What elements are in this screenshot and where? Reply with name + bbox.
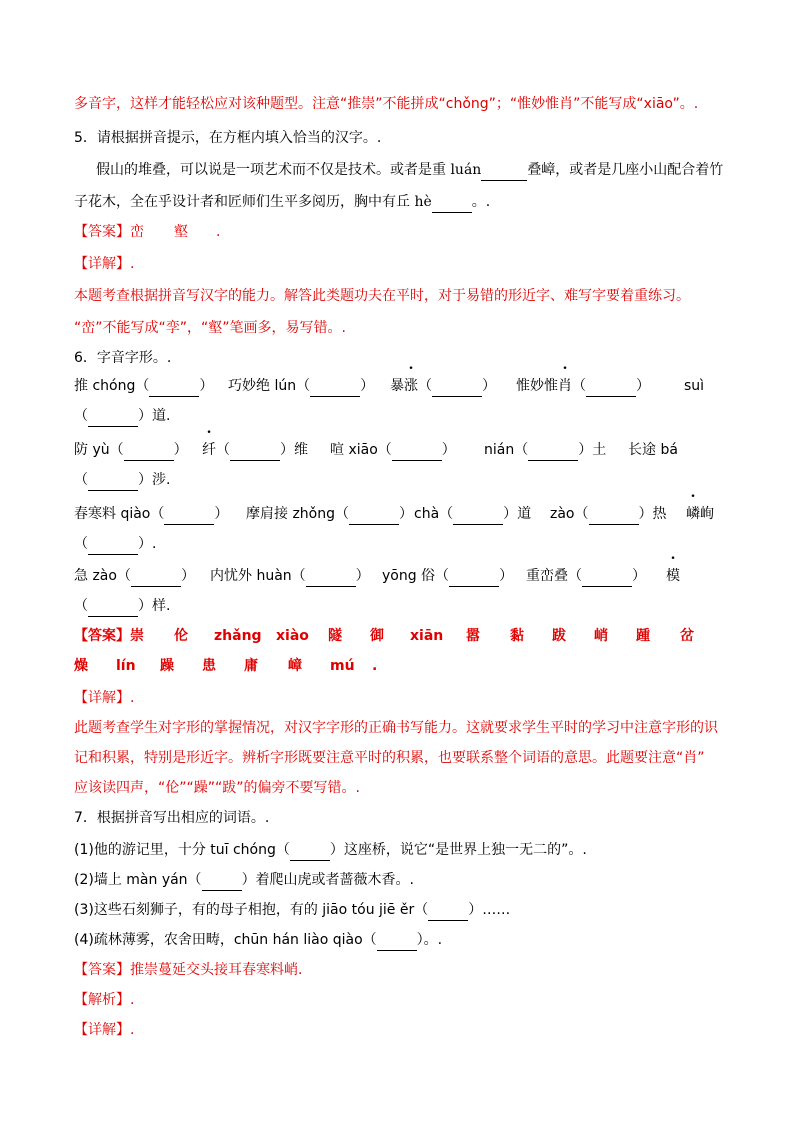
q6-item-ba-blank: （ ）涉. [74,470,170,491]
q5-answer: 【答案】峦 壑 . [74,224,221,240]
q7-sentence-3: (3)这些石刻狮子，有的母子相抱，有的 jiāo tóu jiē ěr（ ）…… [74,900,510,921]
q6-answer: 嶂 [288,658,302,674]
q7-sentence-1: (1)他的游记里，十分 tuī chóng（ ）这座桥，说它“是世界上独一无二的”。. [74,840,587,861]
q6-answer: xiān [410,628,444,644]
q7-title: 7．根据拼音写出相应的词语。. [74,810,270,826]
q6-item-zhang: 重峦叠（ ） [526,566,646,587]
emphasis-dot: 肖 [558,378,572,394]
q7-blank[interactable] [428,900,468,921]
q6-item-sui: suì [684,378,705,394]
answer-label: 【答案】 [74,224,130,240]
q5-passage-2a: 子花木，全在乎设计者和匠师们生平多阅历，胸中有丘 hè [74,194,432,210]
emphasis-dot: 纤 [202,442,216,458]
q7-blank[interactable] [377,930,417,951]
q6-item-zhong: 摩肩接 zhǒng（ ） [246,504,413,525]
q6-answer: 伦 [174,628,188,644]
q6-detail-1: 此题考查学生对字形的掌握情况，对汉字字形的正确书写能力。这就要求学生平时的学习中注意字形的识 [74,720,718,736]
q5-passage-2b: 。. [471,194,491,210]
q6-item-xian: 纤（ ）维 [202,440,308,461]
q6-answer: 踵 [636,628,650,644]
q6-item-linxun: 嶙峋 [686,506,714,522]
q6-blank[interactable] [124,440,174,461]
q6-item-huan: 内忧外 huàn（ ） [210,566,370,587]
q6-blank[interactable] [88,406,138,427]
q6-item-cha: chà（ ）道 [414,504,531,525]
q6-answer: 躁 [160,658,174,674]
q7-detail-label: 【详解】. [74,1022,135,1038]
q6-blank[interactable] [88,534,138,555]
q6-item-xuanxiao: 喧 xiāo（ ） [330,440,456,461]
q5-passage-1a: 假山的堆叠，可以说是一项艺术而不仅是技术。或者是重 luán [96,162,482,178]
q7-answer [74,960,302,980]
q7-answer-text: 推崇蔓延交头接耳春寒料峭. [130,962,303,978]
q5-passage-1b: 叠嶂，或者是几座小山配合着竹 [527,162,724,178]
q6-answer: 庸 [244,658,258,674]
q5-passage-line-2 [74,192,490,213]
q6-item-jizao: 急 zào（ ） [74,566,195,587]
q6-item-mu [666,566,680,586]
q6-answer: 嚣 [466,628,480,644]
emphasis-dot: 涨 [404,378,418,394]
q6-item-qiao: 春寒料 qiào（ ） [74,504,228,525]
q6-blank[interactable] [582,566,632,587]
q7-sentence-2: (2)墙上 màn yán（ ）着爬山虎或者蔷薇木香。. [74,870,414,891]
q6-blank[interactable] [349,504,399,525]
q6-answer: . [372,658,378,674]
intro-note: 多音字，这样才能轻松应对该种题型。注意“推崇”不能拼成“chǒng”；“惟妙惟肖”不能写成“xiāo”。. [74,96,699,112]
q6-answer: lín [116,658,136,674]
q7-blank[interactable] [202,870,242,891]
q6-item-yu: 防 yù（ ） [74,440,188,461]
emphasis-dot: 模 [666,568,680,584]
q6-blank[interactable] [149,376,199,397]
q5-detail-1: 本题考查根据拼音写汉字的能力。解答此类题功夫在平时，对于易错的形近字、难写字要着重练习。 [74,288,690,304]
q6-answer-label: 【答案】 [74,628,130,644]
q6-blank[interactable] [528,440,578,461]
q6-blank[interactable] [88,470,138,491]
q6-item-linxun-blank: （ ）. [74,534,156,555]
q6-answer: 峭 [594,628,608,644]
q5-detail-label: 【详解】. [74,256,135,272]
q6-answer: 崇 [130,628,144,644]
q6-blank[interactable] [449,566,499,587]
q6-item-zao: zào（ ）热 [550,504,667,525]
q6-blank[interactable] [392,440,442,461]
q6-item-mu-blank: （ ）样. [74,596,170,617]
q6-detail-label: 【详解】. [74,690,135,706]
q5-blank-2[interactable] [432,192,472,213]
q6-blank[interactable] [310,376,360,397]
q5-passage-line-1 [96,160,723,181]
q6-item-nian: nián（ ）土 [484,440,606,461]
q5-blank-1[interactable] [481,160,527,181]
answer-label: 【答案】 [74,962,130,978]
emphasis-dot: 嶙 [686,506,700,522]
q6-answer: 患 [202,658,216,674]
q6-blank[interactable] [589,504,639,525]
q6-item-chong: 推 chóng（ ） [74,376,213,397]
q6-detail-3: 应该读四声，“伦”“躁”“跋”的偏旁不要写错。. [74,780,360,796]
q6-answer: zhǎng [214,628,262,644]
q5-title: 5．请根据拼音提示，在方框内填入恰当的汉字。. [74,130,382,146]
q6-answer: 黏 [510,628,524,644]
q6-answer: xiào [276,628,309,644]
q6-title: 6．字音字形。. [74,350,172,366]
q6-blank[interactable] [432,376,482,397]
q5-answer-1: 峦 [130,224,144,240]
q6-item-sui-blank: （ ）道. [74,406,170,427]
q5-answer-2: 壑 [174,224,188,240]
q6-blank[interactable] [306,566,356,587]
q6-blank[interactable] [164,504,214,525]
q7-sentence-4: (4)疏林薄雾，农舍田畴，chūn hán liào qiào（ ）。. [74,930,442,951]
q6-answer: 御 [370,628,384,644]
q6-answer: 燥 [74,658,88,674]
q6-blank[interactable] [586,376,636,397]
q6-item-lun: 巧妙绝 lún（ ） [228,376,374,397]
q6-blank[interactable] [230,440,280,461]
q6-item-yong: yōng 俗（ ） [382,566,513,587]
q6-answer: 岔 [680,628,694,644]
q6-blank[interactable] [131,566,181,587]
q7-blank[interactable] [290,840,330,861]
q6-answer: 跋 [552,628,566,644]
q7-analysis-label: 【解析】. [74,992,135,1008]
q6-item-baozhang: 暴涨（ ） [390,376,496,397]
q6-blank[interactable] [88,596,138,617]
q6-answer: mú [330,658,355,674]
q6-item-xiao: 惟妙惟肖（ ） [516,376,650,397]
q6-answer: 隧 [328,628,342,644]
q6-blank[interactable] [453,504,503,525]
q5-detail-2: “峦”不能写成“孪”，“壑”笔画多，易写错。. [74,320,346,336]
q6-item-ba: 长途 bá [628,442,678,458]
q6-detail-2: 记和积累，特别是形近字。辨析字形既要注意平时的积累，也要联系整个词语的意思。此题要注意“肖” [74,750,705,766]
